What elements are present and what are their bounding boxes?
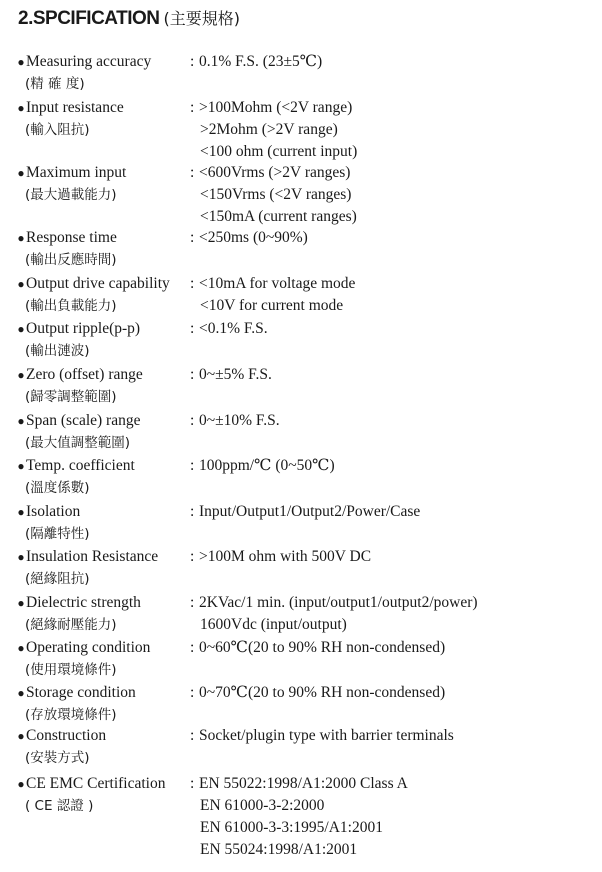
spec-value: <10mA for voltage mode <box>199 275 356 292</box>
spec-value: 100ppm/℃ (0~50℃) <box>199 457 335 474</box>
spec-label: Input resistance <box>26 99 124 116</box>
spec-output-drive-capability: ● Output drive capability : <10mA for voltage mode (輸出負載能力) <10V for current mode <box>16 273 596 317</box>
spec-label-cn: (輸出反應時間) <box>25 252 117 268</box>
spec-label: Temp. coefficient <box>26 457 135 474</box>
spec-value: >100Mohm (<2V range) <box>199 99 353 116</box>
page-title <box>18 6 240 36</box>
spec-measuring-accuracy: ● Measuring accuracy : 0.1% F.S. (23±5℃) (精 確 度) <box>16 51 596 95</box>
spec-value: <0.1% F.S. <box>199 320 268 337</box>
spec-label: Measuring accuracy <box>26 53 152 70</box>
spec-value: EN 61000-3-3:1995/A1:2001 <box>200 819 383 836</box>
spec-ce-emc-certification: ● CE EMC Certification : EN 55022:1998/A1:2000 Class A ( CE 認證 ) EN 61000-3-2:2000 EN 61000-3-3:1995/A1:2001 EN 55024:1998/A1:2001 <box>16 773 596 861</box>
spec-value: <250ms (0~90%) <box>199 229 308 246</box>
spec-label-cn: (最大值調整範圍) <box>25 435 131 451</box>
spec-value: <100 ohm (current input) <box>200 143 358 160</box>
spec-value: Input/Output1/Output2/Power/Case <box>199 503 421 520</box>
spec-value: Socket/plugin type with barrier terminals <box>199 727 454 744</box>
spec-label-cn: (隔離特性) <box>25 526 90 542</box>
spec-label-cn: (安裝方式) <box>25 750 90 766</box>
spec-label-cn: (使用環境條件) <box>25 662 117 678</box>
spec-label: Insulation Resistance <box>26 548 159 565</box>
spec-input-resistance: ● Input resistance : >100Mohm (<2V range) (輸入阻抗) >2Mohm (>2V range) <100 ohm (current input) <box>16 97 596 163</box>
bullet: ● <box>17 166 25 180</box>
bullet: ● <box>17 231 25 245</box>
spec-value: 0.1% F.S. (23±5℃) <box>199 53 323 70</box>
bullet: ● <box>17 277 25 291</box>
spec-isolation: ● Isolation : Input/Output1/Output2/Power/Case (隔離特性) <box>16 501 596 545</box>
spec-value: <150Vrms (<2V ranges) <box>200 186 352 203</box>
spec-value: 1600Vdc (input/output) <box>200 616 347 633</box>
spec-label: CE EMC Certification <box>26 775 166 792</box>
spec-label: Maximum input <box>26 164 127 181</box>
spec-label-cn: (輸入阻抗) <box>25 122 90 138</box>
title-subtitle: (主要規格) <box>163 9 240 28</box>
spec-label-cn: (輸出負載能力) <box>25 298 117 314</box>
spec-value: EN 61000-3-2:2000 <box>200 797 325 814</box>
bullet: ● <box>17 505 25 519</box>
spec-label: Dielectric strength <box>26 594 141 611</box>
bullet: ● <box>17 596 25 610</box>
spec-label-cn: (存放環境條件) <box>25 707 117 723</box>
spec-label-cn: (輸出漣波) <box>25 343 90 359</box>
spec-value: 0~60℃(20 to 90% RH non-condensed) <box>199 639 446 656</box>
spec-label: Output drive capability <box>26 275 170 292</box>
spec-response-time: ● Response time : <250ms (0~90%) (輸出反應時間) <box>16 227 596 271</box>
bullet: ● <box>17 55 25 69</box>
spec-label-cn: (絕緣阻抗) <box>25 571 90 587</box>
spec-label-cn: (溫度係數) <box>25 480 90 496</box>
spec-label: Isolation <box>26 503 81 520</box>
spec-value: EN 55022:1998/A1:2000 Class A <box>199 775 408 792</box>
spec-label-cn: (歸零調整範圍) <box>25 389 117 405</box>
spec-span-range: ● Span (scale) range : 0~±10% F.S. (最大值調整範圍) <box>16 410 596 454</box>
spec-value: >2Mohm (>2V range) <box>200 121 338 138</box>
spec-value: 2KVac/1 min. (input/output1/output2/power) <box>199 594 478 611</box>
bullet: ● <box>17 101 25 115</box>
title-main: 2.SPCIFICATION <box>18 8 160 29</box>
spec-value: >100M ohm with 500V DC <box>199 548 372 565</box>
spec-label-cn: ( CE 認證 ) <box>25 798 94 814</box>
spec-construction: ● Construction : Socket/plugin type with barrier terminals (安裝方式) <box>16 725 596 769</box>
bullet: ● <box>17 322 25 336</box>
bullet: ● <box>17 729 25 743</box>
spec-temp-coefficient: ● Temp. coefficient : 100ppm/℃ (0~50℃) (溫度係數) <box>16 455 596 499</box>
spec-label-cn: (最大過載能力) <box>25 187 117 203</box>
spec-value: <10V for current mode <box>200 297 344 314</box>
spec-zero-range: ● Zero (offset) range : 0~±5% F.S. (歸零調整範圍) <box>16 364 596 408</box>
spec-insulation-resistance: ● Insulation Resistance : >100M ohm with 500V DC (絕緣阻抗) <box>16 546 596 590</box>
spec-storage-condition: ● Storage condition : 0~70℃(20 to 90% RH non-condensed) (存放環境條件) <box>16 682 596 726</box>
bullet: ● <box>17 641 25 655</box>
spec-operating-condition: ● Operating condition : 0~60℃(20 to 90% RH non-condensed) (使用環境條件) <box>16 637 596 681</box>
spec-value: 0~±5% F.S. <box>199 366 272 383</box>
spec-label: Span (scale) range <box>26 412 141 429</box>
spec-value: EN 55024:1998/A1:2001 <box>200 841 358 858</box>
spec-value: <600Vrms (>2V ranges) <box>199 164 351 181</box>
spec-label: Response time <box>26 229 117 246</box>
spec-label-cn: (精 確 度) <box>25 76 85 92</box>
bullet: ● <box>17 414 25 428</box>
bullet: ● <box>17 368 25 382</box>
spec-label-cn: (絕緣耐壓能力) <box>25 617 117 633</box>
spec-output-ripple: ● Output ripple(p-p) : <0.1% F.S. (輸出漣波) <box>16 318 596 362</box>
spec-label: Output ripple(p-p) <box>26 320 141 337</box>
bullet: ● <box>17 459 25 473</box>
spec-value: 0~±10% F.S. <box>199 412 280 429</box>
spec-label: Storage condition <box>26 684 136 701</box>
bullet: ● <box>17 550 25 564</box>
spec-dielectric-strength: ● Dielectric strength : 2KVac/1 min. (input/output1/output2/power) (絕緣耐壓能力) 1600Vdc (input/output) <box>16 592 596 636</box>
spec-label: Operating condition <box>26 639 151 656</box>
spec-maximum-input: ● Maximum input : <600Vrms (>2V ranges) (最大過載能力) <150Vrms (<2V ranges) <150mA (current ranges) <box>16 162 596 228</box>
spec-value: <150mA (current ranges) <box>200 208 357 225</box>
spec-label: Construction <box>26 727 107 744</box>
spec-value: 0~70℃(20 to 90% RH non-condensed) <box>199 684 446 701</box>
spec-label: Zero (offset) range <box>26 366 143 383</box>
bullet: ● <box>17 686 25 700</box>
bullet: ● <box>17 777 25 791</box>
